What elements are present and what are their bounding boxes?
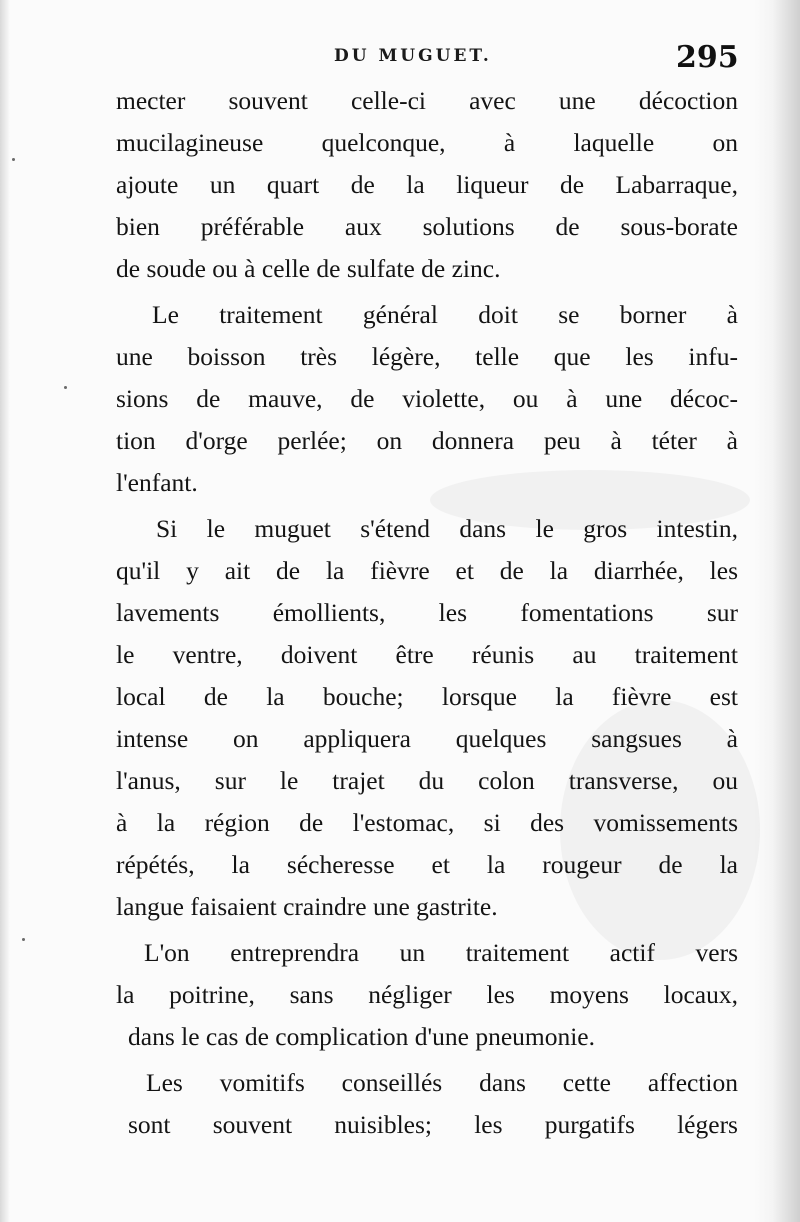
ink-speck <box>12 158 15 161</box>
text-line: Si le muguet s'étend dans le gros intestin, <box>156 514 738 543</box>
text-line: local de la bouche; lorsque la fièvre est <box>116 682 738 711</box>
text-line: mecter souvent celle-ci avec une décoction <box>116 86 738 115</box>
text-line: le ventre, doivent être réunis au traitement <box>116 640 738 669</box>
text-line: intense on appliquera quelques sangsues à <box>116 724 738 753</box>
text-line: bien préférable aux solutions de sous-borate <box>116 212 738 241</box>
text-line: lavements émollients, les fomentations sur <box>116 598 738 627</box>
page-left-edge <box>0 0 10 1222</box>
text-line: l'enfant. <box>116 468 198 497</box>
text-line: dans le cas de complication d'une pneumonie. <box>128 1022 595 1051</box>
text-line: une boisson très légère, telle que les infu- <box>116 342 738 371</box>
text-line: Le traitement général doit se borner à <box>152 300 738 329</box>
running-head <box>0 40 800 80</box>
text-line: qu'il y ait de la fièvre et de la diarrhée, les <box>116 556 738 585</box>
text-line: la poitrine, sans négliger les moyens locaux, <box>116 980 738 1009</box>
text-line: Les vomitifs conseillés dans cette affection <box>146 1068 738 1097</box>
text-line: à la région de l'estomac, si des vomissements <box>116 808 738 837</box>
text-line: langue faisaient craindre une gastrite. <box>116 892 498 921</box>
text-line: répétés, la sécheresse et la rougeur de la <box>116 850 738 879</box>
text-line: mucilagineuse quelconque, à laquelle on <box>116 128 738 157</box>
running-title: DU MUGUET. <box>334 46 492 66</box>
body-text <box>116 80 738 1146</box>
ink-speck <box>64 386 67 389</box>
page-number: 295 <box>676 40 739 75</box>
ink-speck <box>22 938 25 941</box>
text-line: l'anus, sur le trajet du colon transverse, ou <box>116 766 738 795</box>
text-line: L'on entreprendra un traitement actif vers <box>144 938 738 967</box>
page-right-edge <box>754 0 800 1222</box>
text-line: sions de mauve, de violette, ou à une décoc- <box>116 384 738 413</box>
text-line: sont souvent nuisibles; les purgatifs légers <box>128 1110 738 1139</box>
text-line: de soude ou à celle de sulfate de zinc. <box>116 254 501 283</box>
text-line: ajoute un quart de la liqueur de Labarraque, <box>116 170 738 199</box>
text-line: tion d'orge perlée; on donnera peu à téter à <box>116 426 738 455</box>
